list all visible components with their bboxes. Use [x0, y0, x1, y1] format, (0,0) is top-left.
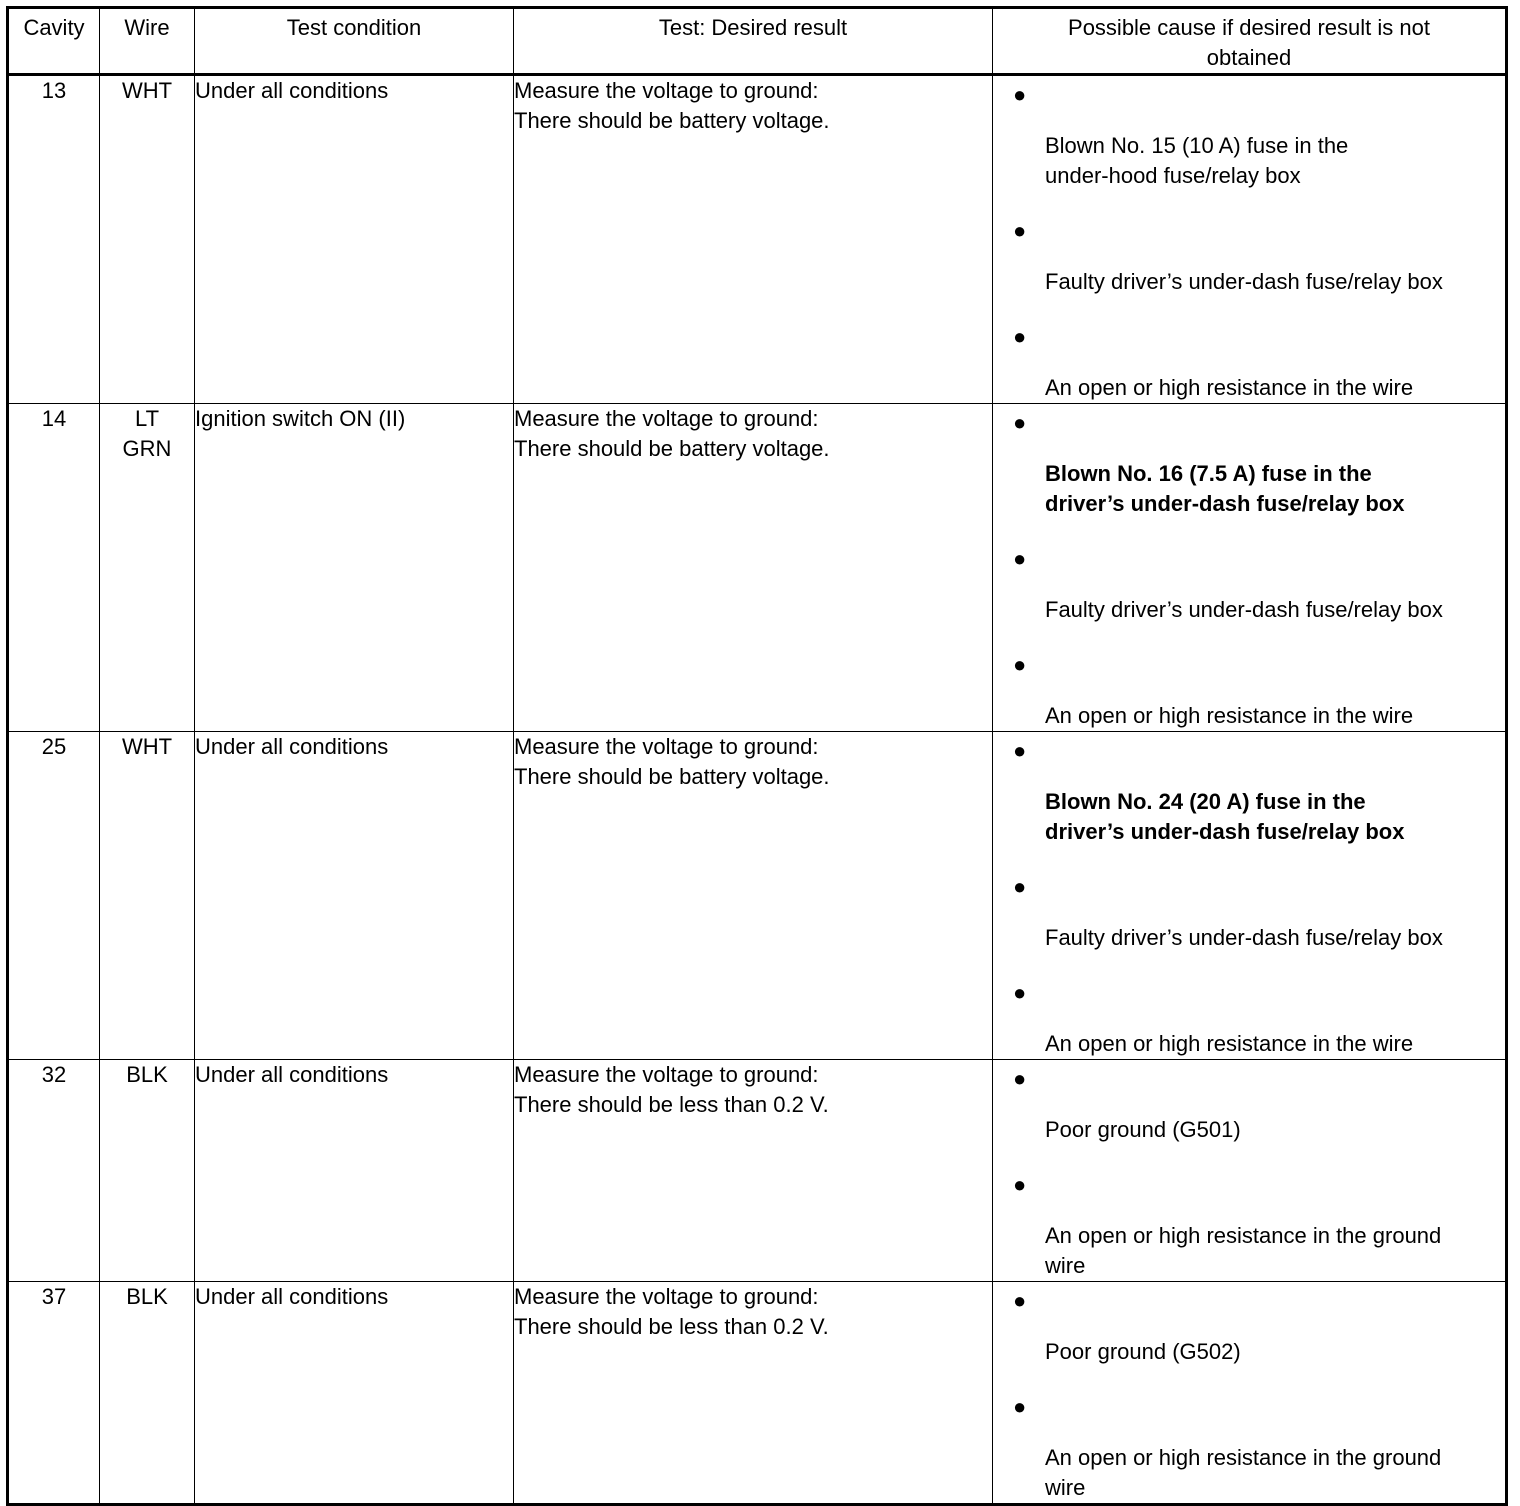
desired-result-line1: Measure the voltage to ground: — [514, 1062, 819, 1087]
bullet-icon: ● — [1013, 1172, 1027, 1197]
cause-text-line2: driver’s under-dash fuse/relay box — [1045, 491, 1405, 516]
possible-cause-cell — [993, 75, 1507, 404]
bullet-icon: ● — [1013, 1394, 1027, 1419]
wire-cell — [100, 1282, 195, 1505]
bullet-icon: ● — [1013, 1066, 1027, 1091]
cause-text — [1045, 701, 1503, 731]
test-condition-cell — [195, 1060, 514, 1282]
diagnostic-table — [6, 6, 1508, 1506]
cause-item — [993, 212, 1505, 297]
bullet-icon: ● — [1013, 738, 1027, 763]
possible-cause-cell — [993, 1060, 1507, 1282]
cause-text-line1: Faulty driver’s under-dash fuse/relay box — [1045, 925, 1443, 950]
cavity-number: 37 — [41, 1284, 67, 1309]
desired-result-line1: Measure the voltage to ground: — [514, 78, 819, 103]
cause-item — [993, 974, 1505, 1059]
cavity-cell — [8, 1282, 100, 1505]
cause-text — [1045, 787, 1503, 847]
header-desired-result: Test: Desired result — [514, 8, 993, 75]
cause-text-line1: Faulty driver’s under-dash fuse/relay box — [1045, 597, 1443, 622]
table-row — [8, 732, 1507, 1060]
bullet-icon: ● — [1013, 874, 1027, 899]
cause-text-line1: An open or high resistance in the wire — [1045, 703, 1414, 728]
cause-text-line1: An open or high resistance in the ground — [1045, 1445, 1442, 1470]
table-body — [8, 75, 1507, 1505]
bullet-icon: ● — [1013, 82, 1027, 107]
cause-item — [993, 318, 1505, 403]
cavity-cell — [8, 1060, 100, 1282]
bullet-icon: ● — [1013, 546, 1027, 571]
test-condition: Under all conditions — [195, 1062, 389, 1087]
table-row — [8, 1282, 1507, 1505]
wire-color: BLK — [126, 1284, 168, 1309]
test-condition: Under all conditions — [195, 1284, 389, 1309]
test-condition-cell — [195, 75, 514, 404]
desired-result-line1: Measure the voltage to ground: — [514, 1284, 819, 1309]
bullet-icon: ● — [1013, 1288, 1027, 1313]
desired-result-line1: Measure the voltage to ground: — [514, 734, 819, 759]
desired-result-cell — [514, 404, 993, 732]
desired-result-cell — [514, 1060, 993, 1282]
cause-item — [993, 404, 1505, 519]
cause-text — [1045, 131, 1503, 191]
test-condition: Ignition switch ON (II) — [195, 406, 406, 431]
cavity-number: 25 — [41, 734, 67, 759]
bullet-icon: ● — [1013, 410, 1027, 435]
cause-item — [993, 732, 1505, 847]
cause-text-line2: wire — [1045, 1475, 1086, 1500]
desired-result-line2: There should be less than 0.2 V. — [514, 1092, 829, 1117]
cause-item — [993, 76, 1505, 191]
cause-text — [1045, 1337, 1503, 1367]
cause-text — [1045, 1443, 1503, 1503]
desired-result-line2: There should be less than 0.2 V. — [514, 1314, 829, 1339]
cause-text — [1045, 1029, 1503, 1059]
desired-result-line2: There should be battery voltage. — [514, 108, 830, 133]
bullet-icon: ● — [1013, 652, 1027, 677]
desired-result-cell — [514, 75, 993, 404]
wire-cell — [100, 75, 195, 404]
cavity-number: 32 — [41, 1062, 67, 1087]
cause-item — [993, 868, 1505, 953]
cause-text-line2: wire — [1045, 1253, 1086, 1278]
wire-color: BLK — [126, 1062, 168, 1087]
cause-text-line1: An open or high resistance in the wire — [1045, 375, 1414, 400]
bullet-icon: ● — [1013, 218, 1027, 243]
cause-text-line1: Blown No. 16 (7.5 A) fuse in the — [1045, 461, 1372, 486]
header-possible-cause-line1: Possible cause if desired result is not — [1068, 15, 1430, 40]
cavity-cell — [8, 732, 100, 1060]
wire-cell — [100, 404, 195, 732]
cause-text — [1045, 1115, 1503, 1145]
cause-item — [993, 1166, 1505, 1281]
bullet-icon: ● — [1013, 324, 1027, 349]
test-condition-cell — [195, 732, 514, 1060]
cavity-cell — [8, 404, 100, 732]
desired-result-cell — [514, 732, 993, 1060]
cavity-cell — [8, 75, 100, 404]
cause-text-line1: Faulty driver’s under-dash fuse/relay box — [1045, 269, 1443, 294]
wire-color: LT — [134, 406, 160, 431]
cause-item — [993, 1282, 1505, 1367]
cause-item — [993, 1388, 1505, 1503]
cause-text-line1: Blown No. 15 (10 A) fuse in the — [1045, 133, 1349, 158]
header-possible-cause-line2: obtained — [1206, 45, 1292, 70]
header-wire: Wire — [100, 8, 195, 75]
table-row — [8, 404, 1507, 732]
test-condition-cell — [195, 404, 514, 732]
cause-text — [1045, 923, 1503, 953]
test-condition: Under all conditions — [195, 734, 389, 759]
test-condition-cell — [195, 1282, 514, 1505]
test-condition: Under all conditions — [195, 78, 389, 103]
cause-text-line2: under-hood fuse/relay box — [1045, 163, 1301, 188]
header-cavity: Cavity — [8, 8, 100, 75]
cavity-number: 13 — [41, 78, 67, 103]
cavity-number: 14 — [41, 406, 67, 431]
table-row — [8, 75, 1507, 404]
cause-text-line1: An open or high resistance in the wire — [1045, 1031, 1414, 1056]
desired-result-line1: Measure the voltage to ground: — [514, 406, 819, 431]
cause-text — [1045, 459, 1503, 519]
wire-cell — [100, 732, 195, 1060]
wire-color: WHT — [121, 734, 173, 759]
cause-text-line1: Blown No. 24 (20 A) fuse in the — [1045, 789, 1366, 814]
cause-text-line1: An open or high resistance in the ground — [1045, 1223, 1442, 1248]
possible-cause-cell — [993, 404, 1507, 732]
wire-cell — [100, 1060, 195, 1282]
wire-color: WHT — [121, 78, 173, 103]
cause-text — [1045, 1221, 1503, 1281]
cause-text — [1045, 373, 1503, 403]
cause-text — [1045, 267, 1503, 297]
header-possible-cause — [993, 8, 1507, 75]
cause-text-line1: Poor ground (G502) — [1045, 1339, 1241, 1364]
desired-result-line2: There should be battery voltage. — [514, 764, 830, 789]
cause-item — [993, 540, 1505, 625]
bullet-icon: ● — [1013, 980, 1027, 1005]
cause-text-line2: driver’s under-dash fuse/relay box — [1045, 819, 1405, 844]
cause-text-line1: Poor ground (G501) — [1045, 1117, 1241, 1142]
cause-text — [1045, 595, 1503, 625]
header-row — [8, 8, 1507, 75]
desired-result-line2: There should be battery voltage. — [514, 436, 830, 461]
header-test-condition: Test condition — [195, 8, 514, 75]
table-row — [8, 1060, 1507, 1282]
cause-item — [993, 1060, 1505, 1145]
wire-color-line2: GRN — [122, 436, 172, 461]
desired-result-cell — [514, 1282, 993, 1505]
possible-cause-cell — [993, 732, 1507, 1060]
cause-item — [993, 646, 1505, 731]
possible-cause-cell — [993, 1282, 1507, 1505]
